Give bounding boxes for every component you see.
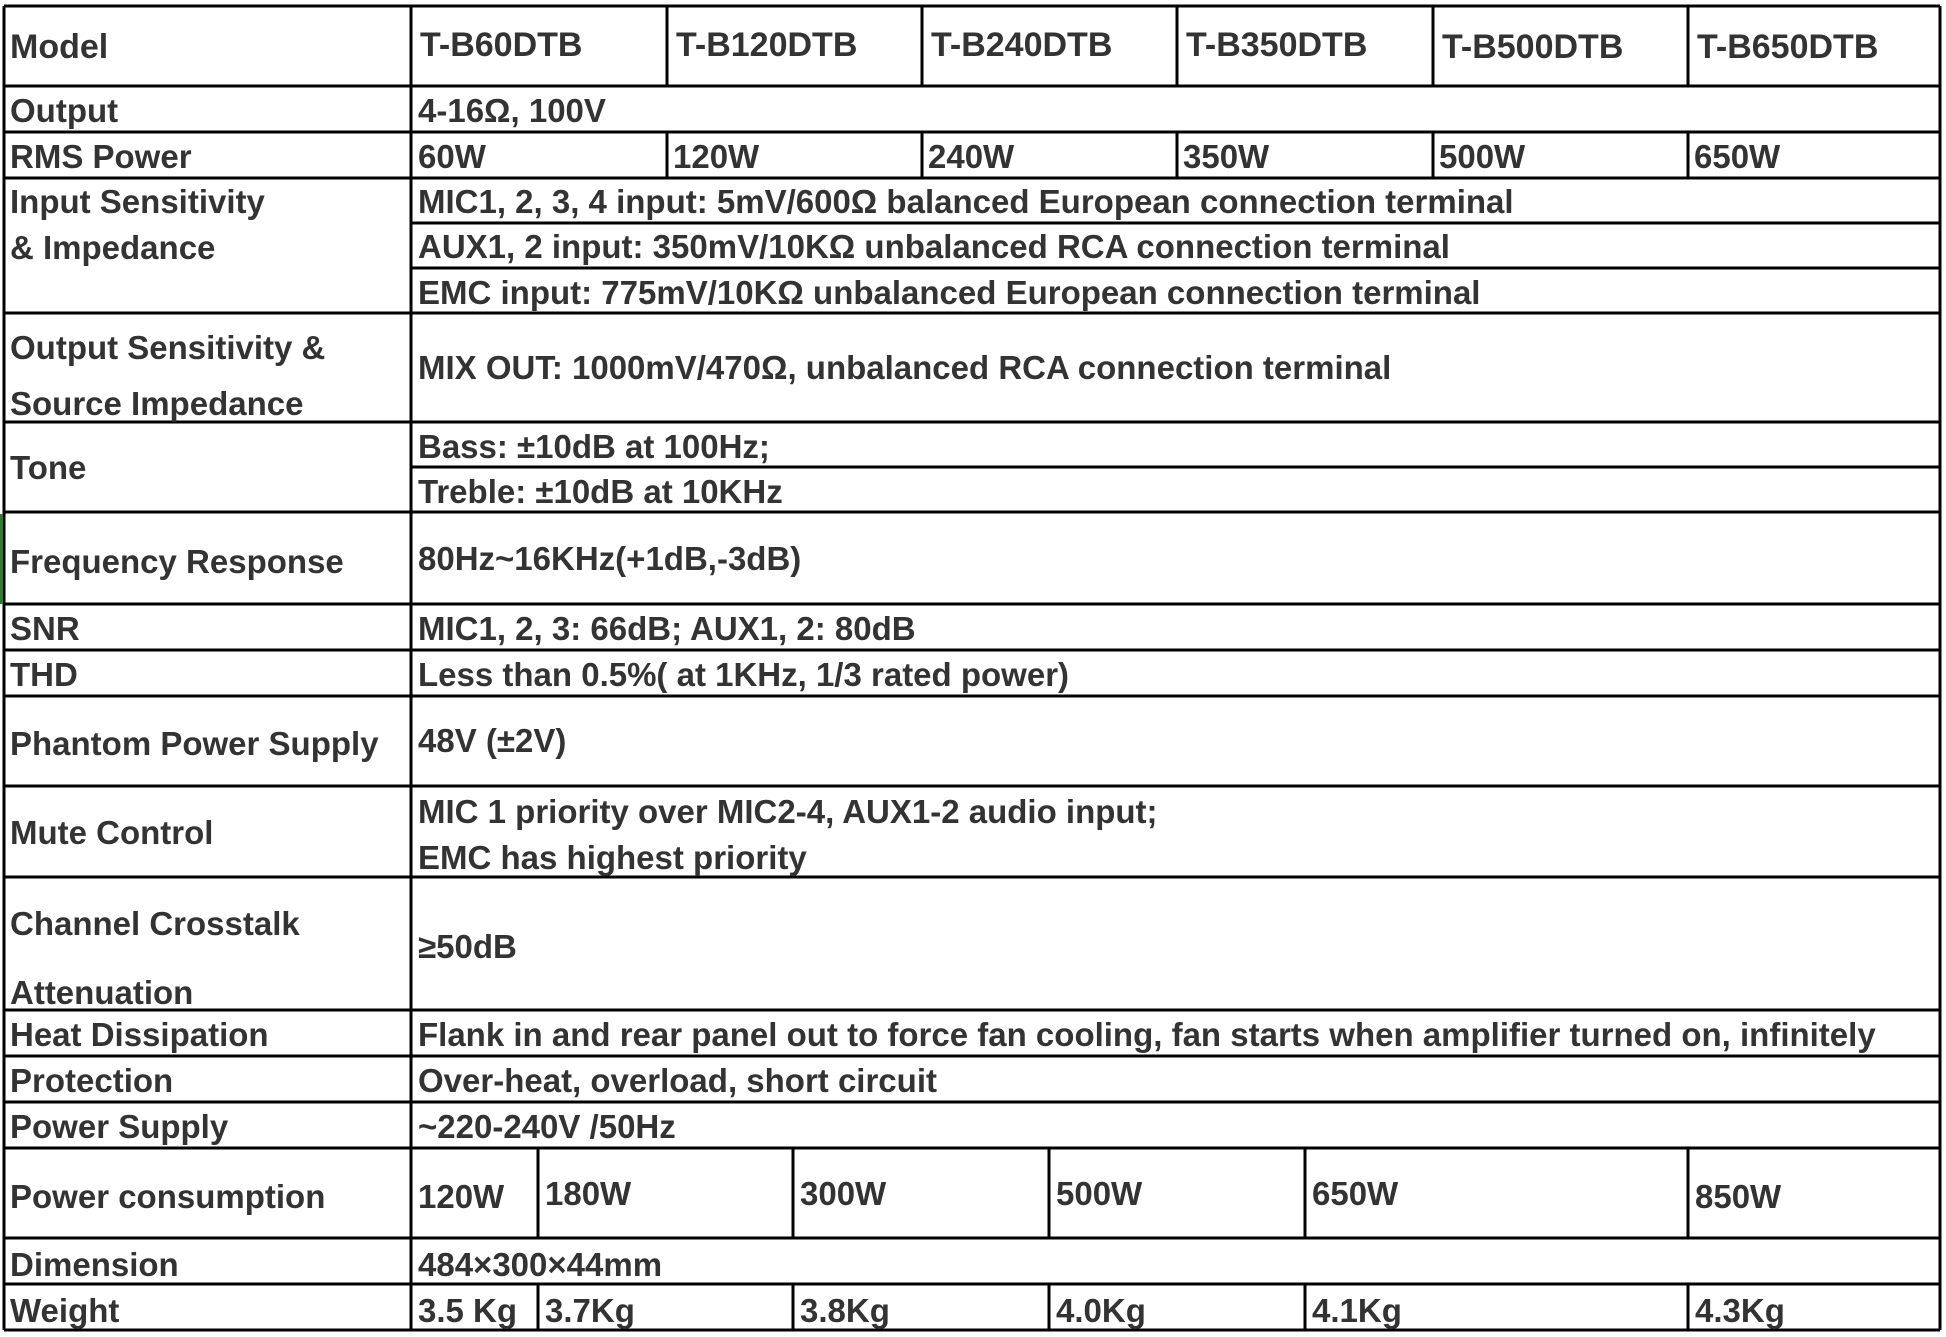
row-marker (0, 514, 3, 604)
row-label-attenuation: Attenuation (10, 974, 194, 1011)
power-consumption-value: 850W (1695, 1178, 1782, 1215)
input-emc-spec: EMC input: 775mV/10KΩ unbalanced European connection terminal (418, 274, 1481, 311)
tone-treble: Treble: ±10dB at 10KHz (418, 473, 783, 510)
row-label-source-impedance: Source Impedance (10, 385, 304, 422)
row-label-output: Output (10, 92, 119, 129)
model-header: T-B240DTB (931, 26, 1113, 64)
power-supply-value: ~220-240V /50Hz (418, 1108, 676, 1145)
weight-value: 4.3Kg (1695, 1292, 1785, 1329)
phantom-power-value: 48V (±2V) (418, 722, 567, 759)
rms-power-value: 240W (928, 138, 1015, 175)
crosstalk-value: ≥50dB (418, 928, 517, 965)
row-label-rms-power: RMS Power (10, 138, 192, 175)
row-label-weight: Weight (10, 1292, 120, 1329)
row-label-channel-crosstalk: Channel Crosstalk (10, 905, 300, 942)
row-label-frequency-response: Frequency Response (10, 543, 344, 580)
rms-power-value: 350W (1183, 138, 1270, 175)
weight-value: 3.5 Kg (418, 1292, 518, 1329)
row-label-input-impedance: & Impedance (10, 229, 216, 266)
weight-value: 3.7Kg (545, 1292, 635, 1329)
row-label-power-consumption: Power consumption (10, 1178, 326, 1215)
dimension-value: 484×300×44mm (418, 1246, 663, 1283)
row-label-output-sensitivity: Output Sensitivity & (10, 329, 326, 366)
weight-value: 4.0Kg (1056, 1292, 1146, 1329)
model-header: T-B650DTB (1697, 28, 1879, 66)
model-header: T-B120DTB (676, 26, 858, 64)
thd-value: Less than 0.5%( at 1KHz, 1/3 rated power) (418, 656, 1070, 693)
heat-dissipation-value: Flank in and rear panel out to force fan cooling, fan starts when amplifier turned on, infinitely (418, 1016, 1876, 1053)
power-consumption-value: 500W (1056, 1175, 1143, 1212)
tone-bass: Bass: ±10dB at 100Hz; (418, 428, 770, 465)
rms-power-value: 120W (673, 138, 760, 175)
model-header: T-B500DTB (1442, 28, 1624, 66)
row-label-dimension: Dimension (10, 1246, 179, 1283)
frequency-response-value: 80Hz~16KHz(+1dB,-3dB) (418, 540, 802, 577)
mute-control-line-1: MIC 1 priority over MIC2-4, AUX1-2 audio input; (418, 793, 1158, 830)
row-label-tone: Tone (10, 449, 87, 486)
input-aux-spec: AUX1, 2 input: 350mV/10KΩ unbalanced RCA connection terminal (418, 228, 1450, 265)
row-label-phantom-power: Phantom Power Supply (10, 725, 379, 762)
rms-power-value: 650W (1694, 138, 1781, 175)
model-header: T-B350DTB (1186, 26, 1368, 64)
weight-value: 3.8Kg (800, 1292, 890, 1329)
input-mic-spec: MIC1, 2, 3, 4 input: 5mV/600Ω balanced European connection terminal (418, 183, 1514, 220)
protection-value: Over-heat, overload, short circuit (418, 1062, 937, 1099)
model-header: T-B60DTB (420, 26, 583, 64)
power-consumption-value: 300W (800, 1175, 887, 1212)
row-label-power-supply: Power Supply (10, 1108, 229, 1145)
row-label-mute-control: Mute Control (10, 814, 214, 851)
output-value: 4-16Ω, 100V (418, 92, 606, 129)
snr-value: MIC1, 2, 3: 66dB; AUX1, 2: 80dB (418, 610, 916, 647)
rms-power-value: 60W (418, 138, 486, 175)
row-label-protection: Protection (10, 1062, 174, 1099)
row-label-model: Model (10, 28, 109, 66)
row-label-snr: SNR (10, 610, 80, 647)
power-consumption-value: 180W (545, 1175, 632, 1212)
row-label-thd: THD (10, 656, 78, 693)
power-consumption-value: 120W (418, 1178, 505, 1215)
power-consumption-value: 650W (1312, 1175, 1399, 1212)
weight-value: 4.1Kg (1312, 1292, 1402, 1329)
output-sensitivity-value: MIX OUT: 1000mV/470Ω, unbalanced RCA connection terminal (418, 349, 1392, 386)
row-label-input-sensitivity: Input Sensitivity (10, 183, 265, 220)
mute-control-line-2: EMC has highest priority (418, 839, 807, 876)
row-label-heat-dissipation: Heat Dissipation (10, 1016, 269, 1053)
rms-power-value: 500W (1439, 138, 1526, 175)
